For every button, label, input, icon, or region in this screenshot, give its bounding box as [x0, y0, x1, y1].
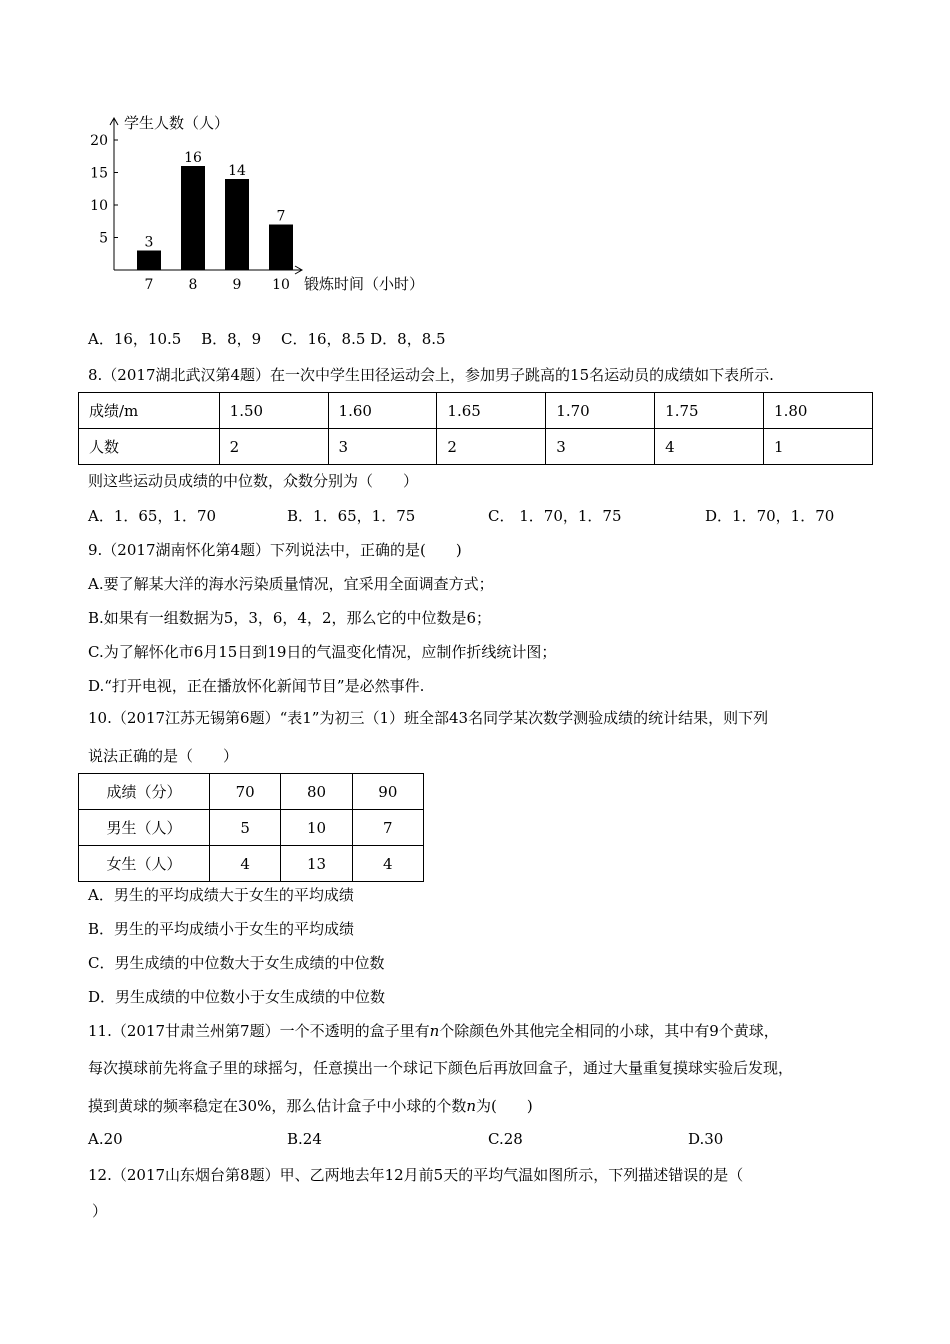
y-axis-title: 学生人数（人）: [124, 114, 230, 132]
q10-cell: 成绩（分）: [79, 774, 210, 810]
table-row: [79, 393, 873, 429]
bar-9: [225, 179, 249, 270]
q10-cell: 5: [210, 810, 281, 846]
q11-line2: 每次摸球前先将盒子里的球摇匀，任意摸出一个球记下颜色后再放回盒子，通过大量重复摸球实验后发现，: [88, 1059, 794, 1077]
q8-cell: 3: [546, 429, 655, 465]
q8-cell: 1.65: [437, 393, 546, 429]
q9-option-d: D.“打开电视，正在播放怀化新闻节目”是必然事件.: [88, 677, 425, 695]
x-tick-label: 8: [188, 277, 198, 293]
q8-stem: 8.（2017湖北武汉第4题）在一次中学生田径运动会上，参加男子跳高的15名运动员的成绩如下表所示.: [88, 366, 774, 384]
q11-line3-mid: ，那么估计盒子中小球的个数: [271, 1097, 467, 1115]
q10-cell: 7: [352, 810, 423, 846]
q11-percentage: 30%: [238, 1097, 272, 1115]
q8-cell: 1.60: [328, 393, 437, 429]
q10-table: [78, 773, 424, 882]
x-tick-label: 10: [272, 277, 290, 293]
q11-line1-pre: 11.（2017甘肃兰州第7题）一个不透明的盒子里有: [88, 1022, 430, 1040]
q11-line1: [88, 1020, 779, 1041]
q8-question: 则这些运动员成绩的中位数，众数分别为（ ）: [88, 472, 419, 490]
q11-option-d: D.30: [688, 1130, 724, 1148]
q10-cell: 13: [281, 846, 352, 882]
q11-line3-pre: 摸到黄球的频率稳定在: [88, 1097, 239, 1115]
x-tick-label: 9: [232, 277, 242, 293]
q10-stem-line2: 说法正确的是（ ）: [88, 747, 239, 765]
q12-stem-end: ）: [92, 1202, 108, 1220]
x-tick-label: 7: [144, 277, 154, 293]
table-row: [79, 429, 873, 465]
q8-cell: 1.70: [546, 393, 655, 429]
q10-cell: 4: [210, 846, 281, 882]
q10-option-d: D．男生成绩的中位数小于女生成绩的中位数: [88, 988, 386, 1006]
table-row: [79, 774, 424, 810]
q10-option-a: A．男生的平均成绩大于女生的平均成绩: [88, 886, 354, 904]
q11-option-a: A.20: [88, 1130, 123, 1148]
q9-stem: 9.（2017湖南怀化第4题）下列说法中，正确的是( ): [88, 541, 462, 559]
bar-7: [137, 251, 161, 271]
q10-cell: 女生（人）: [79, 846, 210, 882]
q8-cell: 4: [655, 429, 764, 465]
q8-option-a: A．1．65，1．70: [88, 507, 217, 525]
q12-stem: 12.（2017山东烟台第8题）甲、乙两地去年12月前5天的平均气温如图所示，下列描述错误的是（: [88, 1166, 744, 1184]
q10-stem-line1: 10.（2017江苏无锡第6题）“表1”为初三（1）班全部43名同学某次数学测验成绩的统计结果，则下列: [88, 709, 769, 727]
q10-cell: 男生（人）: [79, 810, 210, 846]
bar-10: [269, 225, 293, 271]
data-label: 7: [276, 208, 286, 225]
q8-cell: 3: [328, 429, 437, 465]
data-label: 16: [184, 150, 202, 166]
q8-table: [78, 392, 873, 465]
table-row: [79, 810, 424, 846]
y-tick-label: 20: [90, 133, 108, 149]
q8-cell: 1.50: [219, 393, 328, 429]
q8-cell: 1.80: [764, 393, 873, 429]
q8-cell: 2: [437, 429, 546, 465]
q10-cell: 4: [352, 846, 423, 882]
q8-cell: 人数: [79, 429, 220, 465]
x-axis-title: 锻炼时间（小时）: [304, 275, 425, 293]
q11-option-c: C.28: [488, 1130, 523, 1148]
q10-option-b: B．男生的平均成绩小于女生的平均成绩: [88, 920, 355, 938]
q8-cell: 1.75: [655, 393, 764, 429]
q9-option-c: C.为了解怀化市6月15日到19日的气温变化情况，应制作折线统计图；: [88, 643, 557, 661]
q11-variable-n: n: [429, 1022, 440, 1040]
q11-line3-post: 为( ): [476, 1097, 533, 1115]
bar-8: [181, 166, 205, 270]
q10-cell: 70: [210, 774, 281, 810]
q10-cell: 80: [281, 774, 352, 810]
q10-cell: 90: [352, 774, 423, 810]
q8-option-c: C． 1．70，1．75: [488, 507, 622, 525]
q11-variable-n2: n: [466, 1097, 477, 1115]
q8-option-d: D．1．70，1．70: [705, 507, 835, 525]
q9-option-a: A.要了解某大洋的海水污染质量情况，宜采用全面调查方式；: [88, 575, 494, 593]
q11-line3: [88, 1095, 533, 1116]
chart-bars: [137, 166, 293, 270]
table-row: [79, 846, 424, 882]
y-tick-label: 15: [90, 165, 108, 182]
q8-cell: 1: [764, 429, 873, 465]
q8-cell: 成绩/m: [79, 393, 220, 429]
q8-cell: 2: [219, 429, 328, 465]
q7-options: A．16，10.5 B．8，9 C．16，8.5 D．8，8.5: [88, 330, 446, 348]
y-tick-label: 10: [90, 198, 108, 214]
data-label: 3: [144, 234, 154, 251]
q10-option-c: C．男生成绩的中位数大于女生成绩的中位数: [88, 954, 385, 972]
exercise-time-bar-chart: [80, 108, 460, 298]
data-label: 14: [228, 163, 246, 179]
q8-option-b: B．1．65，1．75: [287, 507, 416, 525]
q9-option-b: B.如果有一组数据为5，3，6，4，2，那么它的中位数是6；: [88, 609, 492, 627]
q11-option-b: B.24: [287, 1130, 322, 1148]
y-tick-label: 5: [99, 230, 108, 247]
q11-line1-post: 个除颜色外其他完全相同的小球，其中有9个黄球，: [439, 1022, 779, 1040]
q10-cell: 10: [281, 810, 352, 846]
